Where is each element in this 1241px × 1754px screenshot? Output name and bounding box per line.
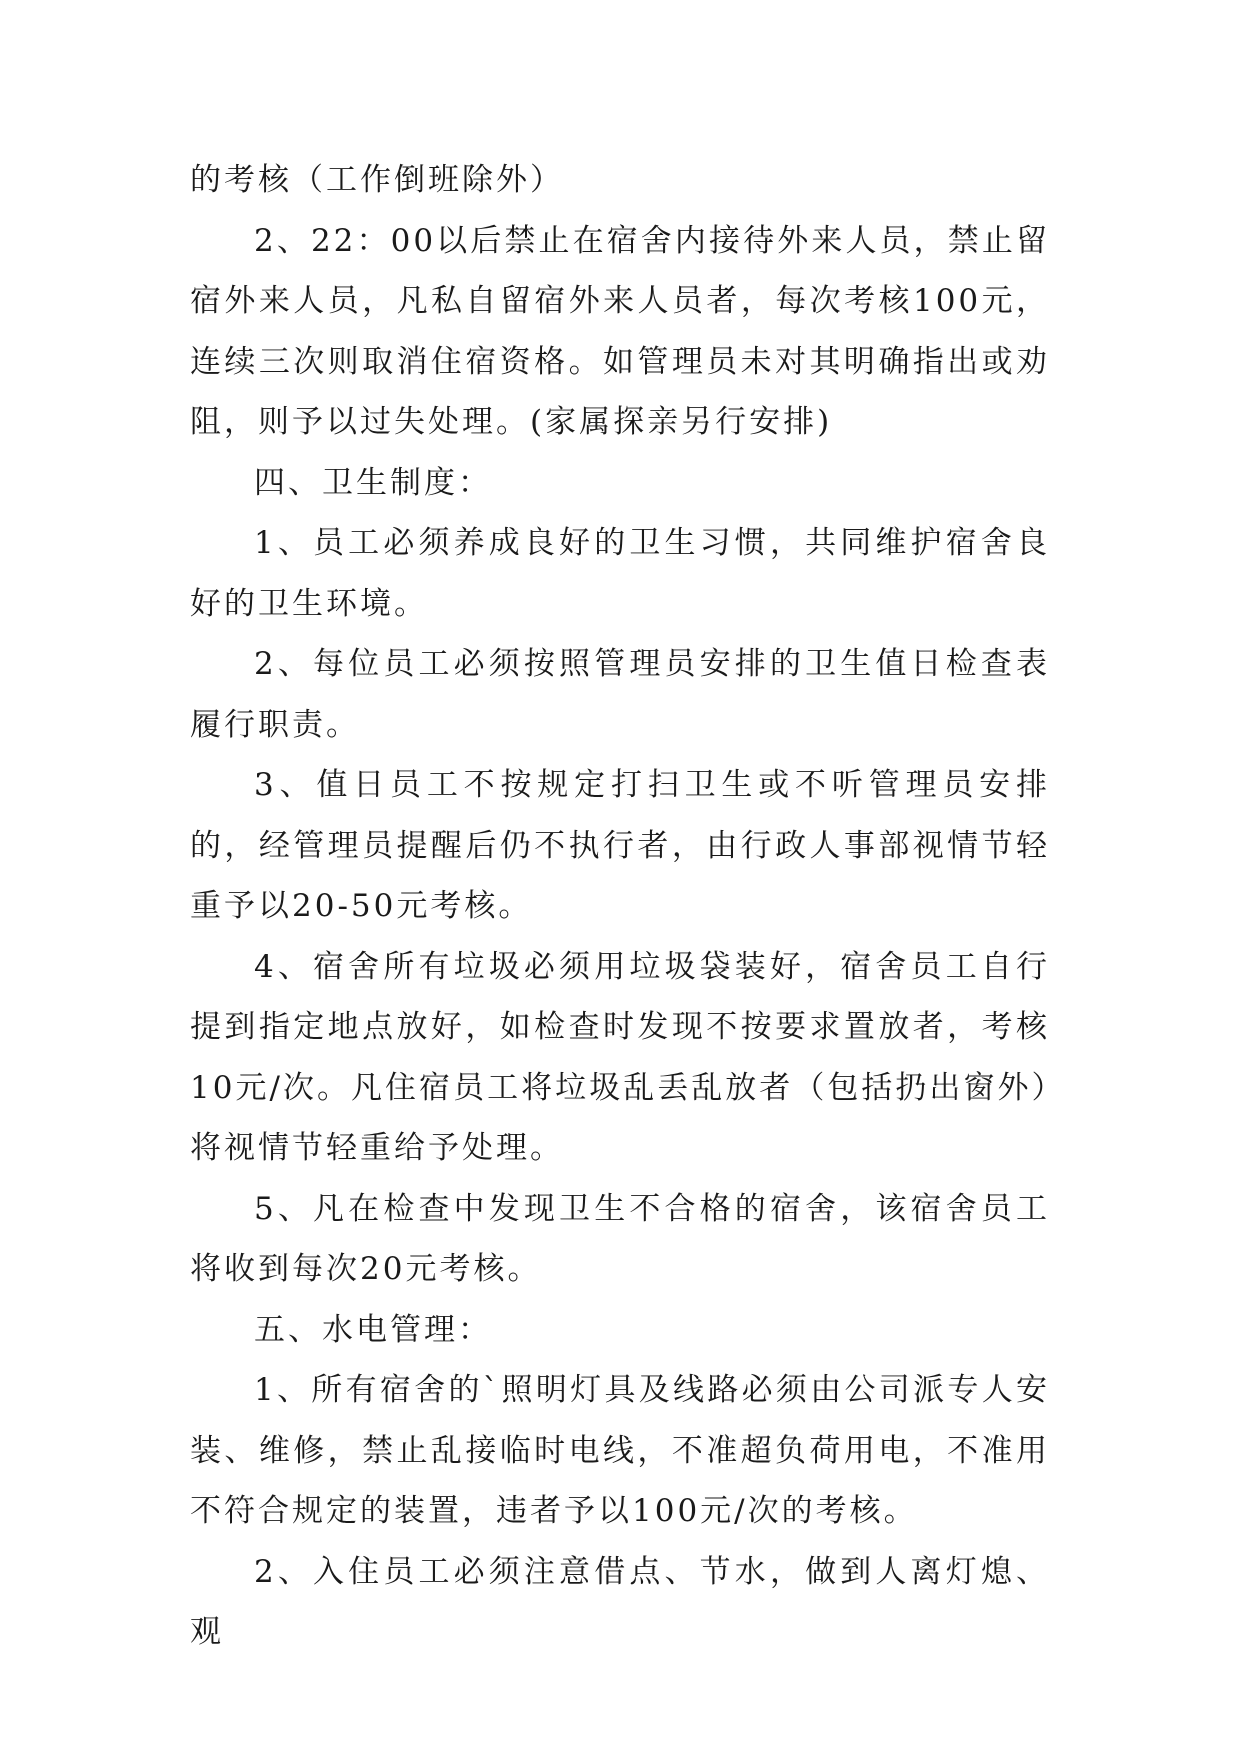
paragraph-hygiene-3: 3、值日员工不按规定打扫卫生或不听管理员安排的，经管理员提醒后仍不执行者，由行政人事部视情节轻重予以20-50元考核。 <box>190 767 1050 924</box>
paragraph-assessment-continuation: 的考核（工作倒班除外） <box>190 162 564 198</box>
paragraph-hygiene-2: 2、每位员工必须按照管理员安排的卫生值日检查表履行职责。 <box>190 646 1050 743</box>
paragraph-utilities-1: 1、所有宿舍的`照明灯具及线路必须由公司派专人安装、维修，禁止乱接临时电线，不准超负荷用电，不准用不符合规定的装置，违者予以100元/次的考核。 <box>190 1372 1050 1529</box>
paragraph-hygiene-4: 4、宿舍所有垃圾必须用垃圾袋装好，宿舍员工自行提到指定地点放好，如检查时发现不按要求置放者，考核10元/次。凡住宿员工将垃圾乱丢乱放者（包括扔出窗外）将视情节轻重给予处理。 <box>190 948 1050 1166</box>
document-page <box>190 150 1050 1663</box>
paragraph-hygiene-5: 5、凡在检查中发现卫生不合格的宿舍，该宿舍员工将收到每次20元考核。 <box>190 1190 1050 1287</box>
section-heading-utilities: 五、水电管理： <box>254 1311 492 1348</box>
section-heading-hygiene: 四、卫生制度： <box>254 464 492 501</box>
paragraph-visitor-rule: 2、22：00以后禁止在宿舍内接待外来人员，禁止留宿外来人员，凡私自留宿外来人员者，每次考核100元，连续三次则取消住宿资格。如管理员未对其明确指出或劝阻，则予以过失处理。(家属探亲另行安排) <box>190 222 1050 440</box>
paragraph-hygiene-1: 1、员工必须养成良好的卫生习惯，共同维护宿舍良好的卫生环境。 <box>190 525 1050 622</box>
paragraph-utilities-2: 2、入住员工必须注意借点、节水，做到人离灯熄、观 <box>190 1553 1050 1650</box>
